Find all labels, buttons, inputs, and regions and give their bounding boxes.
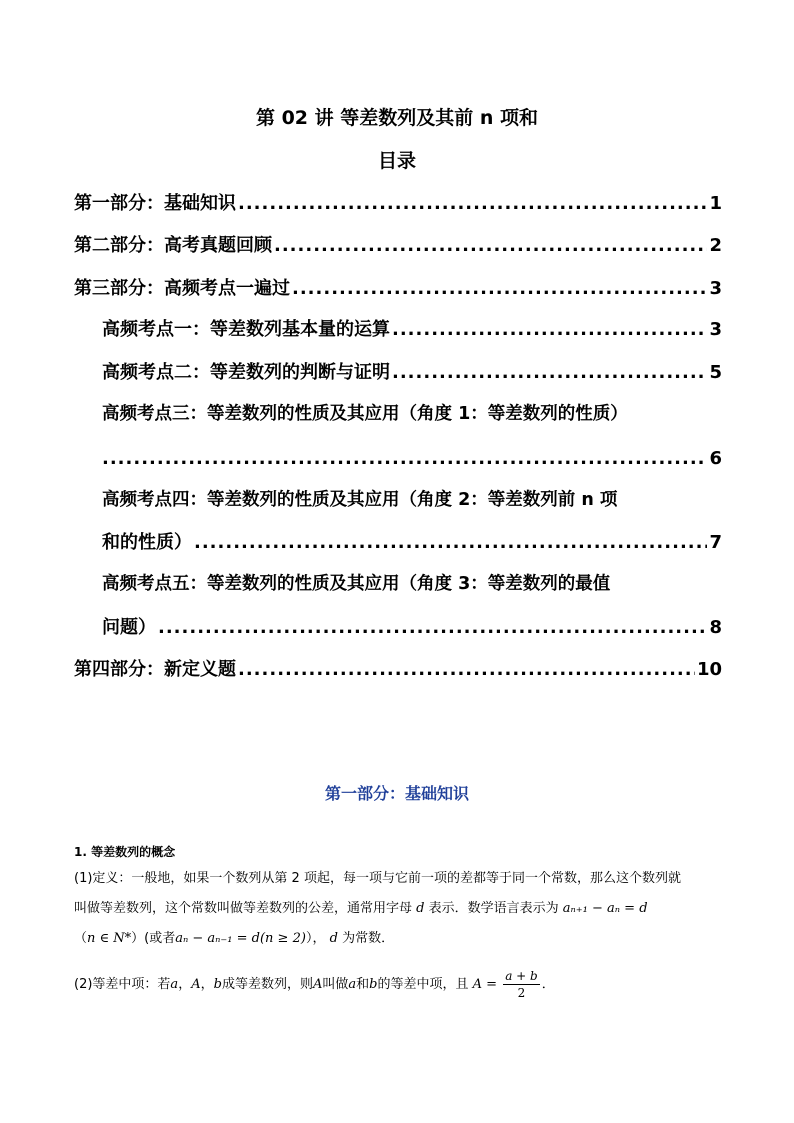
toc-entry-label[interactable]: 高频考点四：等差数列的性质及其应用（角度 2：等差数列前 n 项 xyxy=(102,490,618,510)
toc-entry[interactable] xyxy=(102,614,722,642)
toc-entry[interactable] xyxy=(74,656,722,684)
definition-text: 表示．数学语言表示为 xyxy=(428,901,559,916)
toc-heading: 目录 xyxy=(377,150,416,172)
mean-text: 叫做 xyxy=(322,977,349,992)
concept-title: 1. 等差数列的概念 xyxy=(74,845,176,859)
toc-entry-label: 第四部分：新定义题 xyxy=(74,659,236,680)
toc-leader-dots xyxy=(292,275,707,303)
mean-text: 成等差数列，则 xyxy=(221,977,313,992)
definition-text: 为常数． xyxy=(342,931,395,946)
toc-entry-label: 高频考点一：等差数列基本量的运算 xyxy=(102,319,390,340)
toc-entry-label: 高频考点二：等差数列的判断与证明 xyxy=(102,362,390,383)
toc-entry[interactable] xyxy=(102,359,722,387)
toc-entry-page: 5 xyxy=(709,362,722,383)
variable-A: A xyxy=(191,977,201,992)
variable-d: d xyxy=(329,931,338,946)
page-title: 第 02 讲 等差数列及其前 n 项和 xyxy=(255,107,539,129)
formula: aₙ − aₙ₋₁ = d(n ≥ 2) xyxy=(175,931,306,946)
toc-entry[interactable] xyxy=(102,316,722,344)
toc-entry-page: 8 xyxy=(709,617,722,638)
toc-entry-page: 6 xyxy=(709,448,722,469)
mean-text: 的等差中项，且 xyxy=(377,977,469,992)
mean-text: (2)等差中项：若 xyxy=(74,977,171,992)
toc-leader-dots xyxy=(238,190,707,218)
toc-entry[interactable] xyxy=(102,445,722,473)
fraction-denominator: 2 xyxy=(517,986,526,1000)
variable-a: a xyxy=(348,977,357,992)
toc-leader-dots xyxy=(392,359,707,387)
toc-leader-dots xyxy=(274,232,707,260)
toc-entry-label[interactable]: 高频考点三：等差数列的性质及其应用（角度 1：等差数列的性质） xyxy=(102,404,628,424)
toc-entry-label: 第二部分：高考真题回顾 xyxy=(74,235,272,256)
definition-text: ）， xyxy=(305,931,326,946)
mean-text: 和 xyxy=(356,977,370,992)
toc-entry[interactable] xyxy=(74,190,722,218)
toc-entry-page: 1 xyxy=(709,193,722,214)
definition-text: 叫做等差数列，这个常数叫做等差数列的公差，通常用字母 xyxy=(74,901,413,916)
separator: ， xyxy=(178,977,192,992)
condition: n ∈ N* xyxy=(87,931,132,946)
toc-entry-label[interactable]: 高频考点五：等差数列的性质及其应用（角度 3：等差数列的最值 xyxy=(102,574,611,594)
toc-leader-dots xyxy=(238,656,695,684)
toc-leader-dots xyxy=(102,445,707,473)
toc-entry-label: 和的性质） xyxy=(102,532,192,553)
toc-leader-dots xyxy=(194,529,707,557)
toc-leader-dots xyxy=(158,614,707,642)
separator: ， xyxy=(200,977,214,992)
toc-entry-label: 第一部分：基础知识 xyxy=(74,193,236,214)
toc-entry-label: 第三部分：高频考点一遍过 xyxy=(74,278,290,299)
variable-d: d xyxy=(416,901,425,916)
toc-entry-page: 7 xyxy=(709,532,722,553)
toc-entry[interactable] xyxy=(74,275,722,303)
toc-entry-page: 3 xyxy=(709,278,722,299)
toc-entry-page: 10 xyxy=(696,659,722,680)
definition-line-3 xyxy=(74,929,724,949)
toc-entry-page: 2 xyxy=(709,235,722,256)
fraction xyxy=(503,968,540,1001)
definition-text: （ xyxy=(74,931,88,946)
definition-line-2 xyxy=(74,899,724,919)
toc-entry[interactable] xyxy=(74,232,722,260)
formula: aₙ₊₁ − aₙ = d xyxy=(562,901,648,916)
sentence-end: ． xyxy=(541,977,555,992)
toc-leader-dots xyxy=(392,316,707,344)
variable-a: a xyxy=(170,977,179,992)
definition-line-1: (1)定义：一般地，如果一个数列从第 2 项起，每一项与它前一项的差都等于同一个常数，那么这个数列就 xyxy=(74,871,681,886)
definition-text: ）(或者 xyxy=(131,931,176,946)
variable-b: b xyxy=(369,977,378,992)
toc-entry[interactable] xyxy=(102,529,722,557)
toc-entry-page: 3 xyxy=(709,319,722,340)
variable-A: A xyxy=(312,977,323,992)
variable-b: b xyxy=(213,977,222,992)
toc-entry-label: 问题） xyxy=(102,617,156,638)
section-heading: 第一部分：基础知识 xyxy=(324,784,469,803)
fraction-numerator: a + b xyxy=(505,969,538,983)
formula: A = xyxy=(472,977,498,992)
arithmetic-mean-line xyxy=(74,968,724,1001)
